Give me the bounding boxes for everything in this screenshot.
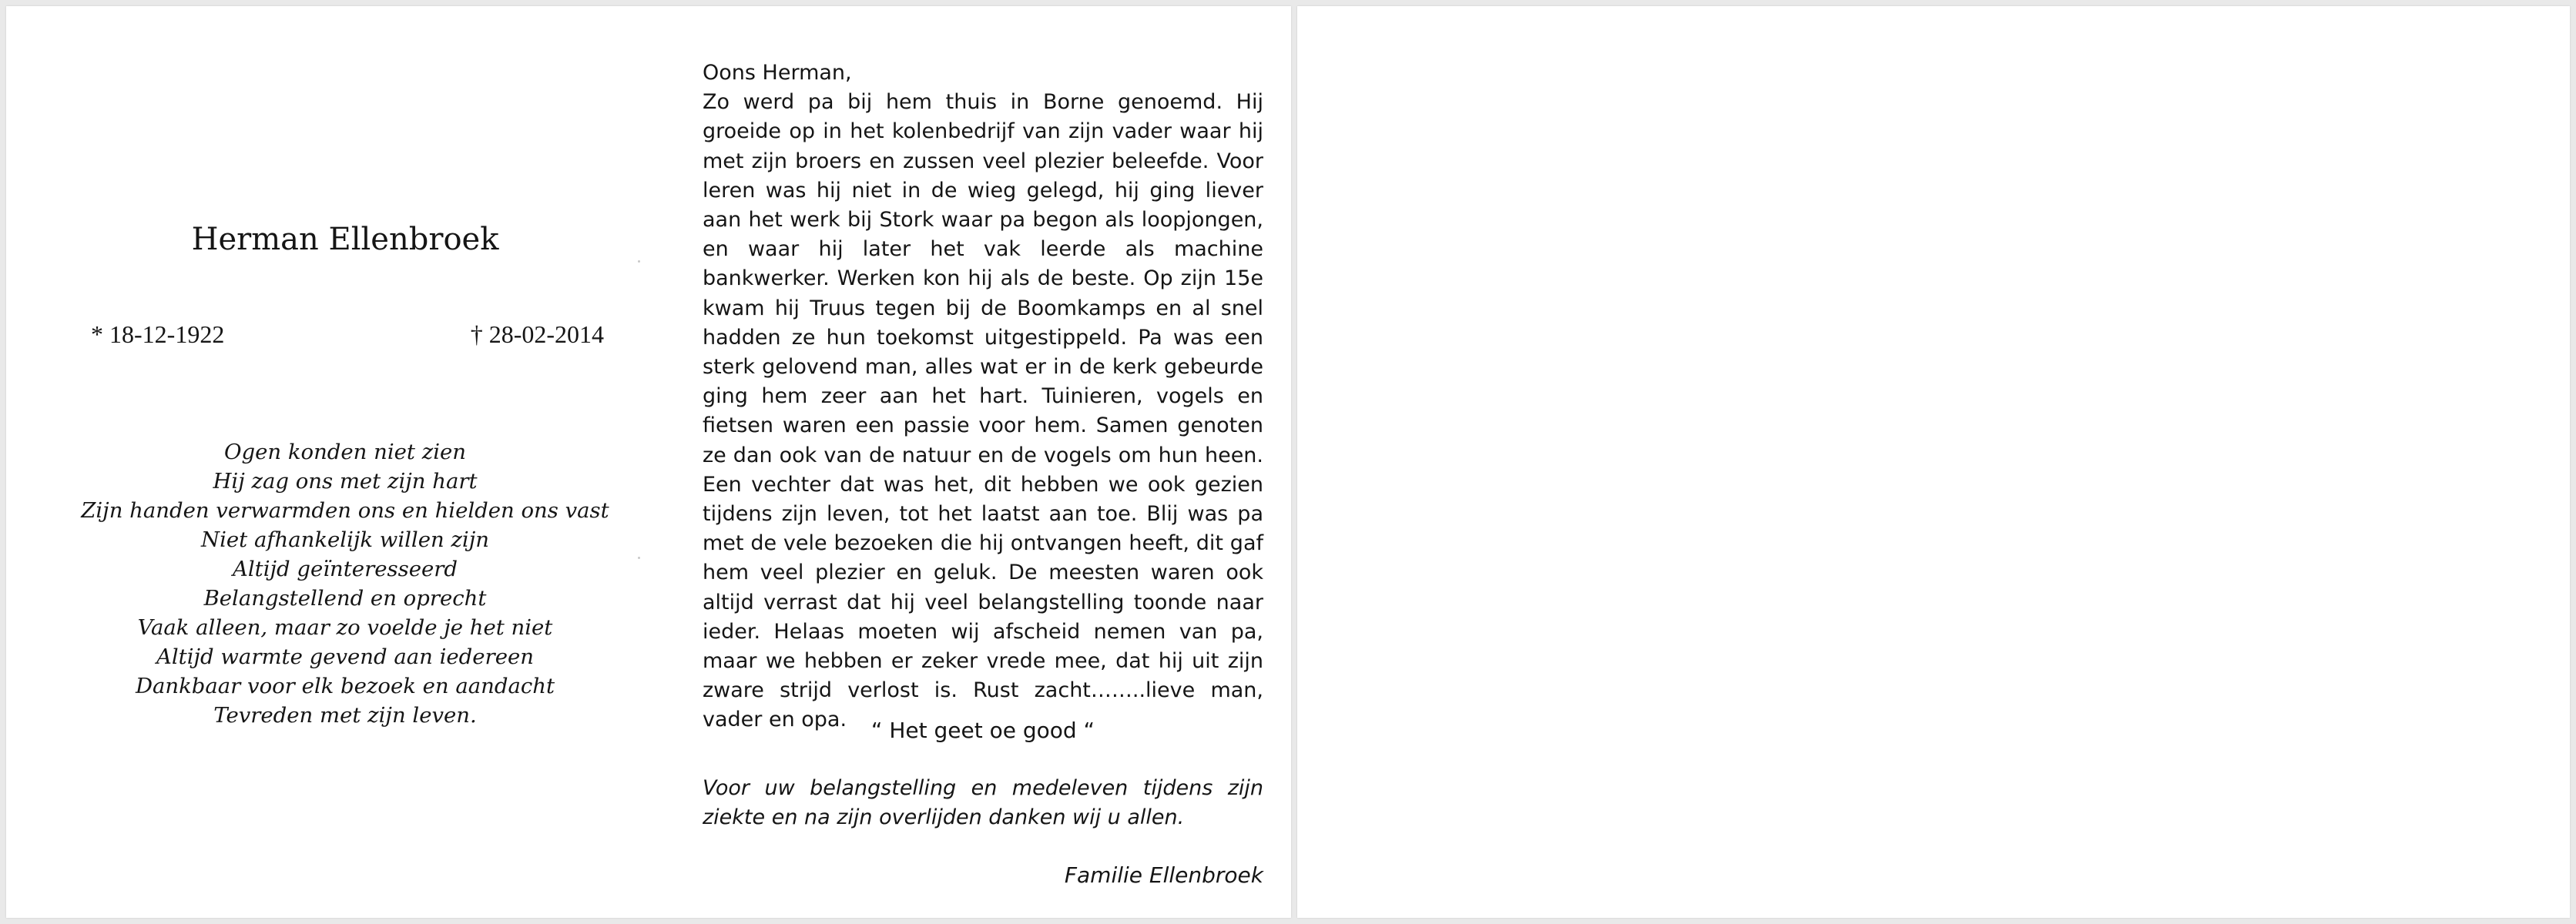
- thank-you-note: Voor uw belangstelling en medeleven tijdens zijn ziekte en na zijn overlijden danken wij u allen.: [703, 776, 1263, 829]
- poem-line: Tevreden met zijn leven.: [213, 703, 477, 728]
- life-dates: [91, 320, 604, 349]
- fold-mark: [638, 557, 640, 559]
- letter-body: Zo werd pa bij hem thuis in Borne genoemd. Hij groeide op in het kolenbedrijf van zijn vader waar hij met zijn broers en zussen veel plezier beleefde. Voor leren was hij niet in de wieg gelegd, hij ging liever aan het werk bij Stork waar pa begon als loopjongen, en waar hij later het vak leerde als machine bankwerker. Werken kon hij als de beste. Op zijn 15e kwam hij Truus tegen bij de Boomkamps en al snel hadden ze hun toekomst uitgestippeld. Pa was een sterk gelovend man, alles wat er in de kerk gebeurde ging hem zeer aan het hart. Tuinieren, vogels en fietsen waren een passie voor hem. Samen genoten ze dan ook van de natuur en de vogels om hun heen. Een vechter dat was het, dit hebben we ook gezien tijdens zijn leven, tot het laatst aan toe. Blij was pa met de vele bezoeken die hij ontvangen heeft, dit gaf hem veel plezier en geluk. De meesten waren ook altijd verrast dat hij veel belangstelling toonde naar ieder. Helaas moeten wij afscheid nemen van pa, maar we hebben er zeker vrede mee, dat hij uit zijn zware strijd verlost is. Rust zacht……..lieve man, vader en opa.: [703, 90, 1263, 732]
- poem-line: Belangstellend en oprecht: [203, 586, 487, 611]
- memorial-card-inside: [6, 6, 1291, 918]
- birth-date: * 18-12-1922: [91, 320, 225, 348]
- poem-line: Vaak alleen, maar zo voelde je het niet: [137, 615, 553, 640]
- poem-line: Niet afhankelijk willen zijn: [201, 527, 489, 552]
- letter-greeting: Oons Herman,: [703, 61, 852, 85]
- memorial-card-cover: [1297, 6, 2570, 918]
- poem-line: Altijd geïnteresseerd: [232, 557, 458, 581]
- fold-mark: [638, 260, 640, 263]
- poem-line: Ogen konden niet zien: [224, 440, 466, 464]
- motto: “ Het geet oe good “: [870, 718, 1095, 743]
- poem-line: Dankbaar voor elk bezoek en aandacht: [135, 674, 555, 698]
- death-date: † 28-02-2014: [470, 320, 604, 348]
- family-signature: Familie Ellenbroek: [1064, 862, 1263, 888]
- poem-line: Zijn handen verwarmden ons en hielden ons vast: [81, 498, 609, 523]
- deceased-name: Herman Ellenbroek: [191, 222, 499, 257]
- memorial-poem: [37, 437, 653, 730]
- memorial-letter: [703, 59, 1263, 735]
- poem-line: Hij zag ons met zijn hart: [213, 469, 478, 494]
- poem-line: Altijd warmte gevend aan iedereen: [156, 644, 534, 669]
